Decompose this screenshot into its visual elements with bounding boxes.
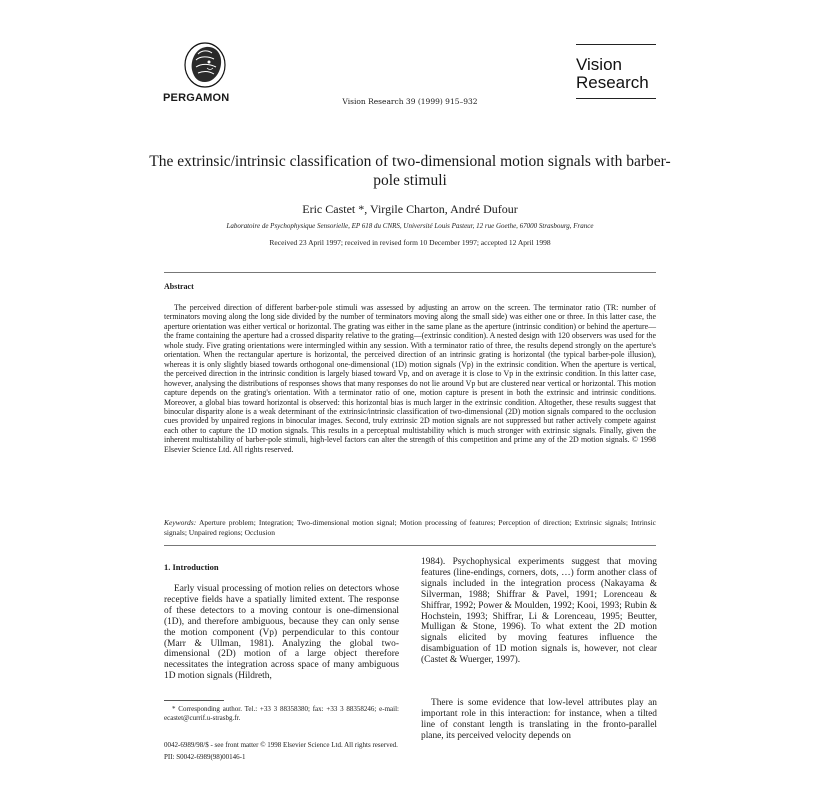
abstract-top-rule	[164, 272, 656, 273]
intro-right-column-paragraph-1: 1984). Psychophysical experiments suggest that moving features (line-endings, corners, dots, …) form another class of signals included in the integration process (Nakayama & Silverman, 1988; Shiffrar & Pavel, 1991; Lorenceau & Shiffrar, 1992; Power & Moulden, 1992; Kooi, 1993; Rubin & Hochstein, 1993; Shiffrar, Li & Lorenceau, 1995; Beutter, Mulligan & Stone, 1996). To what extent the 2D motion signals elicited by moving features influence the disambiguation of 1D motion signals is, however, not clear (Castet & Wuerger, 1997).	[421, 557, 657, 666]
pii-line: PII: S0042-6989(98)00146-1	[164, 753, 246, 761]
received-dates: Received 23 April 1997; received in revised form 10 December 1997; accepted 12 April 1998	[269, 238, 551, 247]
author-list: Eric Castet *, Virgile Charton, André Dufour	[302, 202, 518, 216]
intro-right-column-paragraph-2: There is some evidence that low-level attributes play an important role in this interaction: for instance, when a tilted line of constant length is translating in the fronto-parallel plane, its perceived velocity depends on	[421, 698, 657, 741]
journal-rule-bottom	[576, 98, 656, 99]
copyright-line: 0042-6989/98/$ - see front matter © 1998 Elsevier Science Ltd. All rights reserved.	[164, 741, 398, 749]
journal-title	[576, 56, 649, 92]
footnote-rule	[164, 700, 224, 701]
author-affiliation: Laboratoire de Psychophysique Sensorielle, EP 618 du CNRS, Université Louis Pasteur, 12 rue Goethe, 67000 Strasbourg, France	[226, 222, 594, 230]
journal-rule-top	[576, 44, 656, 45]
corresponding-author-footnote: * Corresponding author. Tel.: +33 3 88358380; fax: +33 3 88358246; e-mail: ecastet@currif.u-strasbg.fr.	[164, 705, 399, 722]
intro-left-column: Early visual processing of motion relies on detectors whose receptive fields have a spatially limited extent. The response of these detectors to a moving contour is one-dimensional (1D), and therefore ambiguous, because they can only sense the motion component (Vp) perpendicular to this contour (Marr & Ullman, 1981). Analyzing the global two-dimensional (2D) motion of a large object therefore necessitates the integration across space of many ambiguous 1D motion signals (Hildreth,	[164, 584, 399, 682]
section-heading-introduction: 1. Introduction	[164, 562, 219, 572]
abstract-heading: Abstract	[164, 282, 194, 291]
article-title: The extrinsic/intrinsic classification of two-dimensional motion signals with barber-pole stimuli	[149, 153, 671, 189]
abstract-body: The perceived direction of different barber-pole stimuli was assessed by adjusting an arrow on the screen. The terminator ratio (TR: number of terminators moving along the long side divided by the number of terminators moving along the small side) was either one or three. In this latter case, the aperture orientation was either vertical or horizontal. The grating was either in the same plane as the aperture (intrinsic condition) or behind the aperture—the frame containing the aperture had a crossed disparity relative to the grating—(extrinsic condition). A nested design with 120 observers was used for the whole study. Five grating orientations were intermingled within any session. With a terminator ratio of three, the results depend strongly on the aperture's orientation. When the rectangular aperture is horizontal, the perceived direction of an intrinsic grating is horizontal (the typical barber-pole illusion), whereas it is only slightly biased towards orthogonal one-dimensional (1D) motion signals (Vp) in the extrinsic condition. When the aperture is vertical, the perceived direction in the intrinsic condition is largely biased toward Vp, and on average it is close to Vp in the extrinsic condition. In this latter case, however, analysing the distributions of responses shows that many responses do not lie around Vp but are clustered near vertical or horizontal. This motion capture depends on the grating's orientation. With a terminator ratio of one, motion capture is present in both the extrinsic and intrinsic conditions. Moreover, a global bias toward horizontal is observed: this horizontal bias is much larger in the extrinsic condition. Altogether, these results suggest that binocular disparity alone is a weak determinant of the extrinsic/intrinsic classification of two-dimensional (2D) motion signals compared to the occlusion cues provided by unpaired regions in binocular images. Second, truly extrinsic 2D motion signals are not suppressed but rather actively compete against each other to capture the 1D motion signals. This results in a perceptual multistability which is much stronger with extrinsic signals. Finally, given the inherent multistability of barber-pole stimuli, high-level factors can alter the strength of this competition and prime any of the 2D motion signals. © 1998 Elsevier Science Ltd. All rights reserved.	[164, 303, 656, 454]
keywords	[164, 518, 656, 537]
publisher-logo	[178, 40, 232, 90]
publisher-name: PERGAMON	[163, 92, 230, 104]
keywords-text: Aperture problem; Integration; Two-dimensional motion signal; Motion processing of features; Perception of direction; Extrinsic signals; Intrinsic signals; Unpaired regions; Occlusion	[164, 518, 656, 537]
journal-title-line2: Research	[576, 73, 649, 92]
abstract-bottom-rule	[164, 545, 656, 546]
journal-title-line1: Vision	[576, 55, 622, 74]
keywords-label: Keywords:	[164, 518, 197, 527]
journal-citation: Vision Research 39 (1999) 915–932	[342, 97, 478, 106]
